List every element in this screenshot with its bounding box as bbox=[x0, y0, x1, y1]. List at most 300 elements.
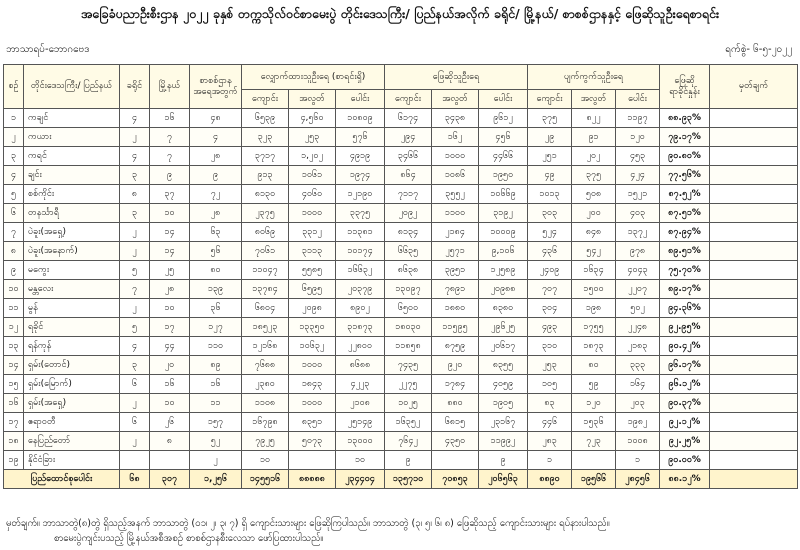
cell-s1: ၁၀၂၅ bbox=[385, 394, 432, 413]
total-p: ၈၈.၁၂% bbox=[660, 470, 710, 489]
cell-s3: ၉၆၁၂ bbox=[479, 109, 528, 128]
cell-s2 bbox=[432, 451, 479, 470]
header-region: တိုင်းဒေသကြီး/ ပြည်နယ် bbox=[24, 65, 120, 109]
cell-s3: ၈၃၈၀ bbox=[479, 299, 528, 318]
cell-a3: ၁၃၀၀၀ bbox=[336, 432, 385, 451]
cell-a1: ၆၅၃၉ bbox=[242, 109, 289, 128]
cell-c: ၃၆ bbox=[190, 299, 242, 318]
cell-s3: ၂၉၆၂၅ bbox=[479, 318, 528, 337]
cell-s2: ၁၀၈၆ bbox=[432, 166, 479, 185]
cell-p: ၉၄.၃၆% bbox=[660, 299, 710, 318]
cell-no: ၁၁ bbox=[4, 299, 24, 318]
cell-a2: ၄,၅၆၀ bbox=[289, 109, 336, 128]
total-c: ၁,၂၅၆ bbox=[190, 470, 242, 489]
cell-a3: ၂၂၈၀၀ bbox=[336, 337, 385, 356]
cell-region: ရှမ်း(မြောက်) bbox=[24, 375, 120, 394]
cell-x3: ၁၀၀၈ bbox=[616, 432, 660, 451]
cell-x1: ၄၉ bbox=[528, 166, 572, 185]
cell-s1: ၇၆၄၂ bbox=[385, 432, 432, 451]
cell-a1: ၈၁၃၀ bbox=[242, 185, 289, 204]
cell-region: ရခိုင် bbox=[24, 318, 120, 337]
cell-s1: ၆၆၃၅ bbox=[385, 242, 432, 261]
cell-t: ၃၇ bbox=[150, 185, 190, 204]
cell-a1: ၂၃၇၅ bbox=[242, 204, 289, 223]
cell-s3: ၁၉၀၅ bbox=[479, 394, 528, 413]
cell-d: ၆ bbox=[120, 375, 150, 394]
header-absent-total: ပေါင်း bbox=[616, 90, 660, 109]
cell-d: ၂ bbox=[120, 128, 150, 147]
cell-a2: ၂၀၉၈ bbox=[289, 299, 336, 318]
cell-x3: ၁၉၈၂ bbox=[616, 413, 660, 432]
header-sat-total: ပေါင်း bbox=[479, 90, 528, 109]
cell-region: စစ်ကိုင်း bbox=[24, 185, 120, 204]
total-s2: ၇၀၈၅၃ bbox=[432, 470, 479, 489]
cell-x2: ၇၂၃ bbox=[572, 432, 616, 451]
cell-x1: ၃၀၃ bbox=[528, 204, 572, 223]
cell-x1: ၂၅၁ bbox=[528, 147, 572, 166]
cell-no: ၁ bbox=[4, 109, 24, 128]
cell-s1: ၇၄၃၅ bbox=[385, 356, 432, 375]
date-label: ရက်စွဲ- ၆-၅-၂၀၂၂ bbox=[725, 44, 792, 55]
header-township: မြို့နယ် bbox=[150, 65, 190, 109]
cell-s3: ၁၉၅၀ bbox=[479, 166, 528, 185]
cell-a2 bbox=[289, 451, 336, 470]
cell-a2: ၁၀၆၁ bbox=[289, 166, 336, 185]
cell-remark bbox=[710, 356, 798, 375]
cell-s3: ၈၃၅၅ bbox=[479, 356, 528, 375]
cell-region: တနင်္သာရီ bbox=[24, 204, 120, 223]
cell-a2: ၈၃၅၁ bbox=[289, 413, 336, 432]
cell-region: ပဲခူး(အရှေ့) bbox=[24, 223, 120, 242]
cell-s3: ၂၀၆၁၇ bbox=[479, 337, 528, 356]
cell-c: ၈၉ bbox=[190, 356, 242, 375]
cell-x1: ၂၅၃ bbox=[528, 356, 572, 375]
cell-t: ၁၆ bbox=[150, 375, 190, 394]
cell-no: ၁၉ bbox=[4, 451, 24, 470]
cell-no: ၁၈ bbox=[4, 432, 24, 451]
cell-d: ၂ bbox=[120, 299, 150, 318]
cell-x2: ၁၆၃၄ bbox=[572, 261, 616, 280]
header-no: စဉ် bbox=[4, 65, 24, 109]
cell-p: ၉၆.၁၂% bbox=[660, 375, 710, 394]
cell-a1: ၃၇၁၇ bbox=[242, 147, 289, 166]
cell-x3: ၄၀၄၃ bbox=[616, 261, 660, 280]
cell-no: ၈ bbox=[4, 242, 24, 261]
page-title: အခြေခံပညာဦးစီးဌာန ၂၀၂၂ ခုနှစ် တက္ကသိုလ်ဝင်စာမေးပွဲ တိုင်းဒေသကြီး/ ပြည်နယ်အလိုက် ခရိုင်/ မြို့နယ်/ စာစစ်ဌာနနှင့် ဖြေဆိုသူဦးရေစာရင်း bbox=[80, 6, 720, 21]
cell-x3: ၁၁၉၇ bbox=[616, 109, 660, 128]
header-applied-total: ပေါင်း bbox=[336, 90, 385, 109]
cell-d: ၄ bbox=[120, 147, 150, 166]
cell-remark bbox=[710, 109, 798, 128]
cell-x1: ၃၇၅ bbox=[528, 109, 572, 128]
cell-x3: ၂၀၃ bbox=[616, 394, 660, 413]
cell-s2: ၁၇၈၄ bbox=[432, 375, 479, 394]
total-s1: ၁၃၅၇၁၀ bbox=[385, 470, 432, 489]
cell-s2: ၂၁၈၄ bbox=[432, 223, 479, 242]
cell-s1: ၁၆၃၅၂ bbox=[385, 413, 432, 432]
cell-a3: ၁၀၈၀၉ bbox=[336, 109, 385, 128]
cell-x2: ၁၇၅၅ bbox=[572, 318, 616, 337]
cell-no: ၁၃ bbox=[4, 337, 24, 356]
cell-p: ၈၇.၅၁% bbox=[660, 204, 710, 223]
total-t: ၃၀၇ bbox=[150, 470, 190, 489]
cell-a2: ၁၀၆၃၂ bbox=[289, 337, 336, 356]
total-s3: ၂၀၆၅၆၃ bbox=[479, 470, 528, 489]
cell-p: ၉၀.၃၇% bbox=[660, 394, 710, 413]
cell-s3: ၄၅၆ bbox=[479, 128, 528, 147]
cell-a3: ၅၇၆ bbox=[336, 128, 385, 147]
cell-s3: ၉,၁၀၆ bbox=[479, 242, 528, 261]
cell-s1: ၈၆၄ bbox=[385, 166, 432, 185]
cell-s2: ၁၁၅၉၅ bbox=[432, 318, 479, 337]
cell-x2: ၈၄၈ bbox=[572, 223, 616, 242]
cell-remark bbox=[710, 318, 798, 337]
cell-s2: ၁၈၈၀ bbox=[432, 299, 479, 318]
total-a2: ၈၈၈၈၈ bbox=[289, 470, 336, 489]
cell-s1: ၁၈၀၃၀ bbox=[385, 318, 432, 337]
header-absent-male: ကျောင်း bbox=[528, 90, 572, 109]
cell-region: နိုင်ငံခြား bbox=[24, 451, 120, 470]
cell-d: ၅ bbox=[120, 318, 150, 337]
header-rate: ဖြေဆို ရာခိုင်နှုန်း bbox=[660, 65, 710, 109]
cell-remark bbox=[710, 375, 798, 394]
cell-s3: ၄၀၅၉ bbox=[479, 375, 528, 394]
total-x3: ၂၈၄၅၆ bbox=[616, 470, 660, 489]
table-row bbox=[4, 375, 798, 394]
cell-d: ၅ bbox=[120, 261, 150, 280]
cell-a3: ၄၉၁၉ bbox=[336, 147, 385, 166]
subject-label: ဘာသာရပ်-ဘောဂဗေဒ bbox=[6, 44, 90, 55]
cell-x1: ၄၃၆ bbox=[528, 242, 572, 261]
cell-a2: ၂၅၃ bbox=[289, 128, 336, 147]
total-row bbox=[4, 470, 798, 489]
cell-region: ချင်း bbox=[24, 166, 120, 185]
cell-no: ၁၅ bbox=[4, 375, 24, 394]
cell-remark bbox=[710, 185, 798, 204]
cell-no: ၁၀ bbox=[4, 280, 24, 299]
header-applied: လျှောက်ထားသူဦးရေ (စာရင်းရှိ) bbox=[242, 65, 385, 90]
cell-t: ၇ bbox=[150, 147, 190, 166]
table-body bbox=[4, 109, 798, 489]
cell-s3: ၁၂၅၈၉ bbox=[479, 261, 528, 280]
cell-t: ၂၀ bbox=[150, 356, 190, 375]
cell-s1: ၁၃၀၉၇ bbox=[385, 280, 432, 299]
cell-t: ၈ bbox=[150, 432, 190, 451]
cell-d: ၂ bbox=[120, 223, 150, 242]
cell-a3: ၄၂၂၃ bbox=[336, 375, 385, 394]
cell-a2: ၄၀၆၀ bbox=[289, 185, 336, 204]
cell-s2: ၄၃၅၀ bbox=[432, 432, 479, 451]
cell-t: ၂၅ bbox=[150, 261, 190, 280]
cell-no: ၉ bbox=[4, 261, 24, 280]
table-row bbox=[4, 128, 798, 147]
cell-d: ၇ bbox=[120, 280, 150, 299]
header-remark: မှတ်ချက် bbox=[710, 65, 798, 109]
cell-a2: ၁၈၄၃ bbox=[289, 375, 336, 394]
cell-p: ၉၀.၀၀% bbox=[660, 451, 710, 470]
cell-p: ၇၉.၁၇% bbox=[660, 128, 710, 147]
cell-s3: ၂၃၁၆၇ bbox=[479, 413, 528, 432]
cell-a1: ၃၂၃ bbox=[242, 128, 289, 147]
cell-d: ၂ bbox=[120, 394, 150, 413]
notes-line-1: ဘာသာတွဲ(၈)တွဲ ရှိသည့်အနက် ဘာသာတွဲ (၀၁၊ ၂၊ ၃၊ ၇) ရှိ ကျောင်းသားများ ဖြေဆိုကြပါသည်။ ဘာသာတွဲ (၃၊ ၅၊ ၆၊ ၈) ဖြေဆိုသည့် ကျောင်းသားများ ရပ်နားပါသည်။ bbox=[42, 518, 610, 529]
cell-a1: ၇၉၂၅ bbox=[242, 432, 289, 451]
cell-x2: ၅၉ bbox=[572, 375, 616, 394]
cell-x3: ၂၁၈၃ bbox=[616, 337, 660, 356]
cell-s1: ၂၂၇၅ bbox=[385, 375, 432, 394]
cell-region: မကွေး bbox=[24, 261, 120, 280]
cell-remark bbox=[710, 204, 798, 223]
cell-x3: ၄၅၃ bbox=[616, 147, 660, 166]
cell-x2: ၁၈၇၃ bbox=[572, 337, 616, 356]
cell-x2: ၈၂၂ bbox=[572, 109, 616, 128]
cell-no: ၇ bbox=[4, 223, 24, 242]
cell-s2: ၁၁၀၀ bbox=[432, 204, 479, 223]
cell-a2: ၁၀၀၀ bbox=[289, 356, 336, 375]
table-row bbox=[4, 109, 798, 128]
cell-a1: ၁၃၇၈၄ bbox=[242, 280, 289, 299]
cell-s2: ၇၈၉၁ bbox=[432, 280, 479, 299]
cell-x3: ၅၀၂ bbox=[616, 299, 660, 318]
cell-remark bbox=[710, 147, 798, 166]
cell-a3: ၁၉၇၄ bbox=[336, 166, 385, 185]
header-sat-female: အလွတ် bbox=[432, 90, 479, 109]
cell-s1: ၇၁၁၇ bbox=[385, 185, 432, 204]
cell-p: ၈၇.၅၂% bbox=[660, 185, 710, 204]
cell-t: ၁၇ bbox=[150, 318, 190, 337]
cell-a2: ၁,၂၀၂ bbox=[289, 147, 336, 166]
cell-remark bbox=[710, 413, 798, 432]
cell-a1: ၁၁၀၈ bbox=[242, 394, 289, 413]
cell-a1: ၆၈၀၄ bbox=[242, 299, 289, 318]
cell-x1: ၂၈၃ bbox=[528, 432, 572, 451]
cell-t: ၂၆ bbox=[150, 413, 190, 432]
cell-remark bbox=[710, 299, 798, 318]
cell-no: ၅ bbox=[4, 185, 24, 204]
header-applied-female: အလွတ် bbox=[289, 90, 336, 109]
cell-x3: ၄၂၄ bbox=[616, 166, 660, 185]
cell-t: ၁၄ bbox=[150, 223, 190, 242]
cell-x2: ၁၅၃၆ bbox=[572, 413, 616, 432]
cell-remark bbox=[710, 451, 798, 470]
cell-x1: ၂၄၀၉ bbox=[528, 261, 572, 280]
table-row bbox=[4, 432, 798, 451]
cell-a2: ၃၁၁၃ bbox=[289, 242, 336, 261]
table-row bbox=[4, 299, 798, 318]
total-a3: ၂၃၄၄၀၄ bbox=[336, 470, 385, 489]
cell-no: ၁၆ bbox=[4, 394, 24, 413]
cell-c: ၂၈ bbox=[190, 147, 242, 166]
cell-region: ရှမ်း(တောင်) bbox=[24, 356, 120, 375]
cell-x3: ၁၂၀ bbox=[616, 128, 660, 147]
cell-x3: ၉၇၈ bbox=[616, 242, 660, 261]
cell-s2: ၈၇၅၉ bbox=[432, 337, 479, 356]
cell-x1: ၈၃ bbox=[528, 394, 572, 413]
cell-remark bbox=[710, 223, 798, 242]
cell-a3: ၁၂၁၉၀ bbox=[336, 185, 385, 204]
table-row bbox=[4, 223, 798, 242]
total-x1: ၈၈၉၀ bbox=[528, 470, 572, 489]
cell-x2: ၅၀၈ bbox=[572, 185, 616, 204]
cell-s2: ၃၅၅၂ bbox=[432, 185, 479, 204]
cell-a2: ၅၀၇၃ bbox=[289, 432, 336, 451]
cell-a1: ၁၂၁၆၈ bbox=[242, 337, 289, 356]
cell-a1: ၁၁၀၄၇ bbox=[242, 261, 289, 280]
table-row bbox=[4, 451, 798, 470]
table-row bbox=[4, 204, 798, 223]
cell-d: ၆ bbox=[120, 413, 150, 432]
cell-t: ၄၄ bbox=[150, 337, 190, 356]
cell-a3: ၂၁၀၈ bbox=[336, 394, 385, 413]
cell-no: ၃ bbox=[4, 147, 24, 166]
cell-x1: ၁၀၅ bbox=[528, 375, 572, 394]
cell-region: ကယား bbox=[24, 128, 120, 147]
total-x2: ၁၉၅၆၆ bbox=[572, 470, 616, 489]
cell-a3: ၃၃၇၅ bbox=[336, 204, 385, 223]
cell-a1: ၉၁၃ bbox=[242, 166, 289, 185]
cell-t: ၁၀ bbox=[150, 299, 190, 318]
cell-d bbox=[120, 451, 150, 470]
cell-a2: ၅၅၈၅ bbox=[289, 261, 336, 280]
cell-s2: ၂၅၇၁ bbox=[432, 242, 479, 261]
cell-c: ၁၁ bbox=[190, 394, 242, 413]
cell-x2: ၅၄၂ bbox=[572, 242, 616, 261]
cell-no: ၁၄ bbox=[4, 356, 24, 375]
cell-p: ၉၆.၁၇% bbox=[660, 356, 710, 375]
cell-no: ၁၂ bbox=[4, 318, 24, 337]
cell-a3: ၈၆၈၈ bbox=[336, 356, 385, 375]
cell-remark bbox=[710, 242, 798, 261]
cell-s1: ၁၁၈၅၈ bbox=[385, 337, 432, 356]
cell-s1: ၂၉၄ bbox=[385, 128, 432, 147]
cell-region: မွန် bbox=[24, 299, 120, 318]
table-row bbox=[4, 280, 798, 299]
cell-remark bbox=[710, 337, 798, 356]
cell-no: ၆ bbox=[4, 204, 24, 223]
cell-c: ၅၂ bbox=[190, 432, 242, 451]
cell-s3: ၃၁၉၂ bbox=[479, 204, 528, 223]
cell-x2: ၁၉၈ bbox=[572, 299, 616, 318]
cell-x3: ၂၂၀၇ bbox=[616, 280, 660, 299]
cell-p: ၈၇.၉၄% bbox=[660, 223, 710, 242]
cell-s3: ၉ bbox=[479, 451, 528, 470]
cell-c: ၅၆ bbox=[190, 242, 242, 261]
cell-x2: ၈၀ bbox=[572, 356, 616, 375]
cell-region: ရန်ကုန် bbox=[24, 337, 120, 356]
header-district: ခရိုင် bbox=[120, 65, 150, 109]
cell-x2 bbox=[572, 451, 616, 470]
cell-s2: ၁၆၂ bbox=[432, 128, 479, 147]
cell-a1: ၁၆၇၉၈ bbox=[242, 413, 289, 432]
cell-a3: ၁၁၃၈၁ bbox=[336, 223, 385, 242]
cell-x2: ၉၁ bbox=[572, 128, 616, 147]
cell-no: ၁၇ bbox=[4, 413, 24, 432]
cell-x2: ၂၀၀ bbox=[572, 204, 616, 223]
total-a1: ၁၄၅၅၁၆ bbox=[242, 470, 289, 489]
cell-p: ၇၅.၇၀% bbox=[660, 261, 710, 280]
cell-a3: ၈၉၀၂ bbox=[336, 299, 385, 318]
cell-x3: ၄၀၃ bbox=[616, 204, 660, 223]
cell-no: ၄ bbox=[4, 166, 24, 185]
header-absent-female: အလွတ် bbox=[572, 90, 616, 109]
notes-label: မှတ်ချက်။ bbox=[6, 518, 40, 529]
cell-a1: ၈၀၆၉ bbox=[242, 223, 289, 242]
cell-c: ၈၀ bbox=[190, 261, 242, 280]
cell-d: ၂ bbox=[120, 432, 150, 451]
cell-c: ၄ bbox=[190, 128, 242, 147]
cell-a3: ၁၆၆၃၂ bbox=[336, 261, 385, 280]
table-row bbox=[4, 318, 798, 337]
header-sat: ဖြေဆိုသူဦးရေ bbox=[385, 65, 528, 90]
cell-region: ရှမ်း(အရှေ့) bbox=[24, 394, 120, 413]
cell-d: ၃ bbox=[120, 166, 150, 185]
cell-d: ၈ bbox=[120, 185, 150, 204]
cell-x2: ၃၇၅ bbox=[572, 166, 616, 185]
cell-a2: ၁၃၃၅၀ bbox=[289, 318, 336, 337]
cell-s3: ၁၁၉၉၂ bbox=[479, 432, 528, 451]
cell-c: ၁၂၇ bbox=[190, 318, 242, 337]
table-row bbox=[4, 337, 798, 356]
cell-t: ၇ bbox=[150, 128, 190, 147]
table-row bbox=[4, 356, 798, 375]
cell-x1: ၄၄၆ bbox=[528, 413, 572, 432]
cell-d: ၄ bbox=[120, 109, 150, 128]
cell-c: ၁၁၀ bbox=[190, 337, 242, 356]
cell-x3: ၃၃၃ bbox=[616, 356, 660, 375]
header-applied-male: ကျောင်း bbox=[242, 90, 289, 109]
cell-s1: ၉ bbox=[385, 451, 432, 470]
table-row bbox=[4, 166, 798, 185]
cell-s1: ၈၆၃၈ bbox=[385, 261, 432, 280]
cell-p: ၉၀.၈၀% bbox=[660, 147, 710, 166]
cell-s2: ၃၄၃၈ bbox=[432, 109, 479, 128]
cell-t: ၁၀ bbox=[150, 394, 190, 413]
cell-t: ၉ bbox=[150, 166, 190, 185]
total-label: ပြည်ထောင်စုပေါင်း bbox=[4, 470, 120, 489]
cell-x1: ၃၀၄ bbox=[528, 299, 572, 318]
cell-c: ၄၈ bbox=[190, 109, 242, 128]
cell-s1: ၆၅၀၀ bbox=[385, 299, 432, 318]
cell-x1: ၅၂၄ bbox=[528, 223, 572, 242]
cell-a2: ၁၀၀၀ bbox=[289, 204, 336, 223]
cell-x3: ၁၅၂၁ bbox=[616, 185, 660, 204]
cell-region: မန္တလေး bbox=[24, 280, 120, 299]
cell-t: ၁၀ bbox=[150, 204, 190, 223]
cell-p: ၉၂.၉၅% bbox=[660, 318, 710, 337]
cell-a1: ၇၆၈၈ bbox=[242, 356, 289, 375]
notes-line-2: စာမေးပွဲကျင်းပသည့် မြို့နယ်အစီအစဉ် စာစစ်ဌာနစီးလေသာ ဖော်ပြထားပါသည်။ bbox=[54, 533, 324, 544]
cell-region: နေပြည်တော် bbox=[24, 432, 120, 451]
cell-x2: ၂၀၂ bbox=[572, 147, 616, 166]
cell-t: ၁၄ bbox=[150, 242, 190, 261]
cell-t: ၂၈ bbox=[150, 280, 190, 299]
header-absent: ပျက်ကွက်သူဦးရေ bbox=[528, 65, 660, 90]
cell-x3: ၁၆၄ bbox=[616, 375, 660, 394]
cell-p: ၈၈.၉၃% bbox=[660, 109, 710, 128]
cell-p: ၈၉.၁၇% bbox=[660, 280, 710, 299]
cell-x1: ၃၁၀ bbox=[528, 337, 572, 356]
cell-s1: ၂၀၉၂ bbox=[385, 204, 432, 223]
cell-x1: ၁ bbox=[528, 451, 572, 470]
cell-a3: ၁၀ bbox=[336, 451, 385, 470]
cell-c: ၉ bbox=[190, 166, 242, 185]
cell-c: ၁၃၉ bbox=[190, 280, 242, 299]
cell-s3: ၁၀၀၀၉ bbox=[479, 223, 528, 242]
cell-remark bbox=[710, 280, 798, 299]
cell-a1: ၁၈၅၂၃ bbox=[242, 318, 289, 337]
cell-x3: ၂၂၄၈ bbox=[616, 318, 660, 337]
cell-t: ၁၆ bbox=[150, 109, 190, 128]
